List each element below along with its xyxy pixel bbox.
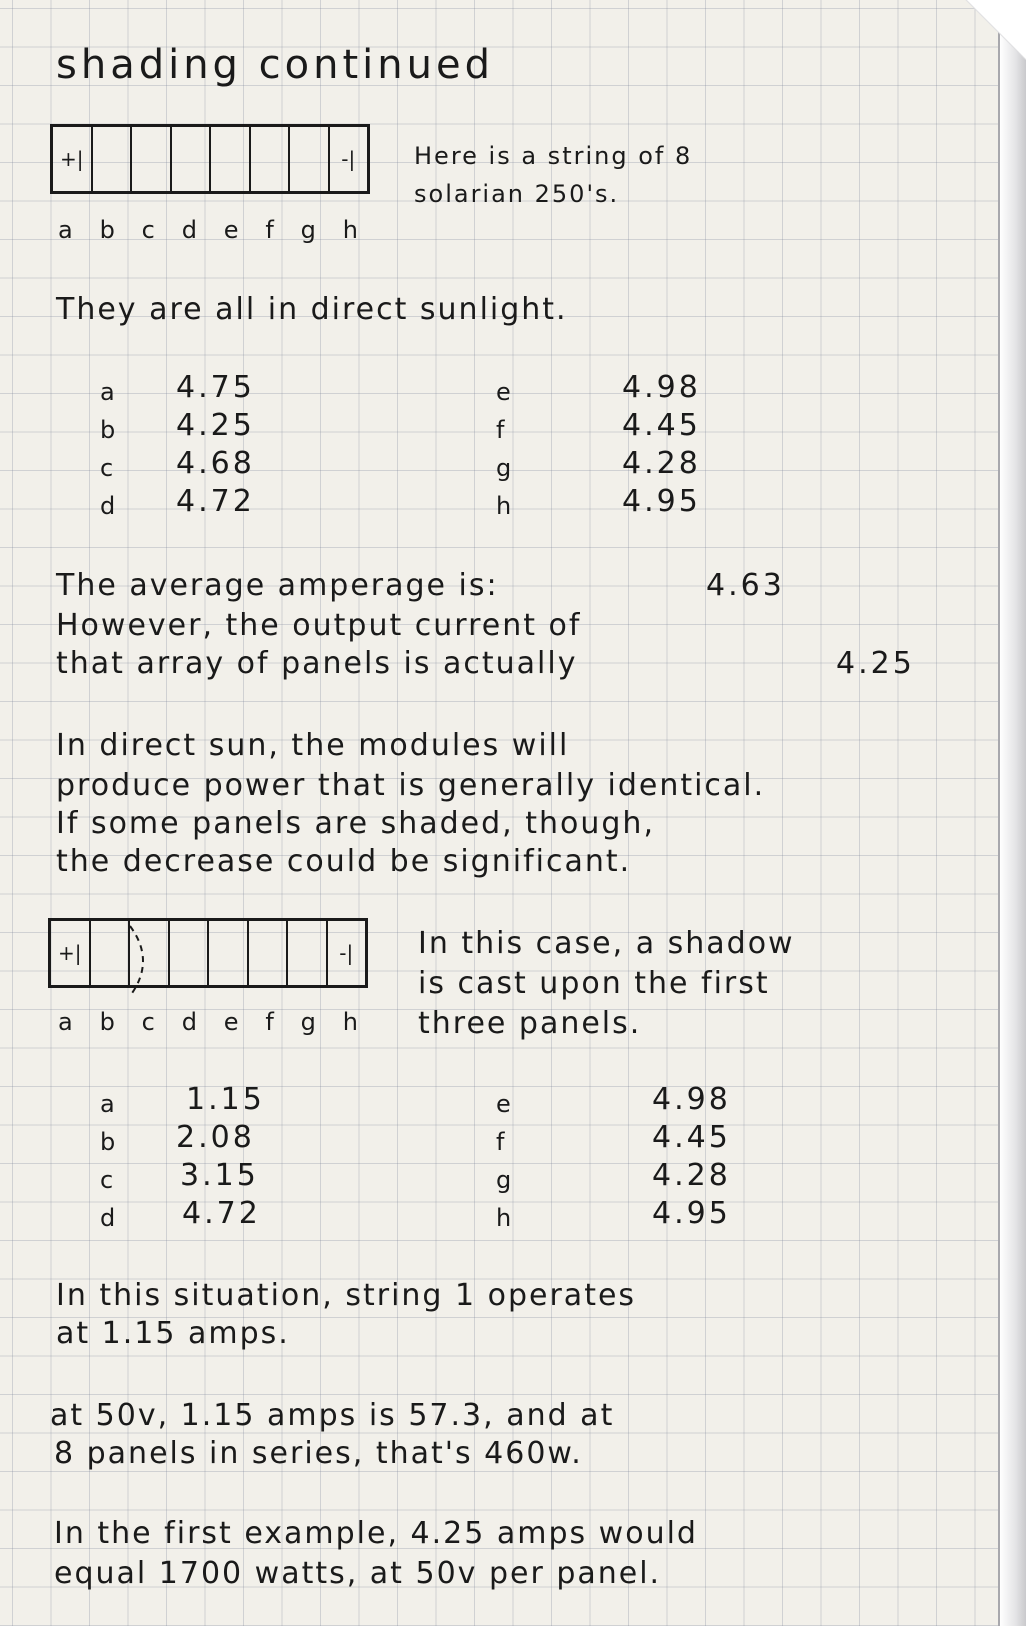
reading-value: 4.28 <box>652 1158 731 1193</box>
panel-letter: d <box>181 1008 197 1036</box>
panel-cell-f <box>251 127 291 191</box>
average-amperage-value: 4.63 <box>706 568 785 603</box>
panel-cell-f <box>249 921 289 985</box>
output-current-value: 4.25 <box>836 646 915 681</box>
panel-letter: g <box>300 216 316 244</box>
panel-cell-d <box>170 921 210 985</box>
panel-string-diagram-2 <box>48 918 368 988</box>
panel-cell-h <box>330 127 368 191</box>
panel-cell-c <box>132 127 172 191</box>
panel-cell-a <box>51 921 91 985</box>
reading-value: 4.72 <box>182 1196 261 1231</box>
reading-value: 4.75 <box>176 370 255 405</box>
reading-value: 3.15 <box>180 1158 259 1193</box>
reading-value: 4.72 <box>176 484 255 519</box>
average-amperage-text: The average amperage is: <box>56 568 499 603</box>
reading-label: b <box>100 1128 118 1156</box>
shadow-curve-icon <box>126 924 160 998</box>
panel-cell-g <box>290 127 330 191</box>
para4-line2: 8 panels in series, that's 460w. <box>54 1436 583 1471</box>
plus-terminal-label: +| <box>60 147 84 171</box>
panel-cell-g <box>288 921 328 985</box>
reading-value: 4.25 <box>176 408 255 443</box>
panel-letter: f <box>265 216 274 244</box>
para3-line2: at 1.15 amps. <box>56 1316 290 1351</box>
string1-desc-line2: solarian 250's. <box>414 180 620 208</box>
para5-line1: In the first example, 4.25 amps would <box>54 1516 698 1551</box>
reading-value: 4.98 <box>622 370 701 405</box>
panel-letter: c <box>141 216 155 244</box>
reading-label: e <box>496 378 513 406</box>
panel-letters-1 <box>58 216 358 244</box>
reading-label: g <box>496 454 514 482</box>
reading-value: 2.08 <box>176 1120 255 1155</box>
para4-line1: at 50v, 1.15 amps is 57.3, and at <box>50 1398 615 1433</box>
reading-value: 4.98 <box>652 1082 731 1117</box>
panel-letter: c <box>141 1008 155 1036</box>
panel-letter: b <box>99 216 115 244</box>
string2-desc-line3: three panels. <box>418 1006 642 1041</box>
panel-letter: h <box>342 216 358 244</box>
page-title: shading continued <box>56 42 494 88</box>
reading-label: d <box>100 1204 118 1232</box>
string1-desc-line1: Here is a string of 8 <box>414 142 693 170</box>
reading-label: f <box>496 1128 507 1156</box>
panel-letter: b <box>99 1008 115 1036</box>
string2-desc-line1: In this case, a shadow <box>418 926 795 961</box>
reading-value: 4.28 <box>622 446 701 481</box>
panel-cell-b <box>91 921 131 985</box>
minus-terminal-label: -| <box>339 941 354 965</box>
reading-value: 4.45 <box>622 408 701 443</box>
panel-letter: e <box>223 1008 239 1036</box>
reading-label: c <box>100 1166 116 1194</box>
panel-letter: h <box>342 1008 358 1036</box>
sunlight-statement: They are all in direct sunlight. <box>56 292 568 327</box>
reading-label: c <box>100 454 116 482</box>
reading-label: f <box>496 416 507 444</box>
panel-cell-e <box>209 921 249 985</box>
panel-letter: g <box>300 1008 316 1036</box>
reading-value: 4.95 <box>622 484 701 519</box>
para2-line4: the decrease could be significant. <box>56 844 632 879</box>
panel-cell-b <box>93 127 133 191</box>
panel-letter: a <box>58 216 73 244</box>
panel-letter: e <box>223 216 239 244</box>
notebook-page-edge <box>998 0 1026 1626</box>
reading-label: b <box>100 416 118 444</box>
reading-label: d <box>100 492 118 520</box>
page-corner <box>956 0 1026 60</box>
minus-terminal-label: -| <box>341 147 356 171</box>
para2-line2: produce power that is generally identical. <box>56 768 766 803</box>
reading-label: g <box>496 1166 514 1194</box>
panel-letter: f <box>265 1008 274 1036</box>
para2-line3: If some panels are shaded, though, <box>56 806 655 841</box>
panel-letters-2 <box>58 1008 358 1036</box>
reading-label: h <box>496 492 514 520</box>
reading-value: 4.68 <box>176 446 255 481</box>
panel-letter: d <box>181 216 197 244</box>
panel-letter: a <box>58 1008 73 1036</box>
reading-value: 1.15 <box>186 1082 265 1117</box>
plus-terminal-label: +| <box>58 941 82 965</box>
panel-cell-a <box>53 127 93 191</box>
reading-value: 4.45 <box>652 1120 731 1155</box>
para2-line1: In direct sun, the modules will <box>56 728 570 763</box>
reading-label: e <box>496 1090 513 1118</box>
reading-value: 4.95 <box>652 1196 731 1231</box>
string2-desc-line2: is cast upon the first <box>418 966 770 1001</box>
panel-cell-d <box>172 127 212 191</box>
reading-label: a <box>100 378 117 406</box>
panel-cell-e <box>211 127 251 191</box>
reading-label: h <box>496 1204 514 1232</box>
para1-line3: that array of panels is actually <box>56 646 578 681</box>
para3-line1: In this situation, string 1 operates <box>56 1278 637 1313</box>
panel-string-diagram-1 <box>50 124 370 194</box>
para1-line2: However, the output current of <box>56 608 582 643</box>
reading-label: a <box>100 1090 117 1118</box>
para5-line2: equal 1700 watts, at 50v per panel. <box>54 1556 662 1591</box>
panel-cell-h <box>328 921 366 985</box>
